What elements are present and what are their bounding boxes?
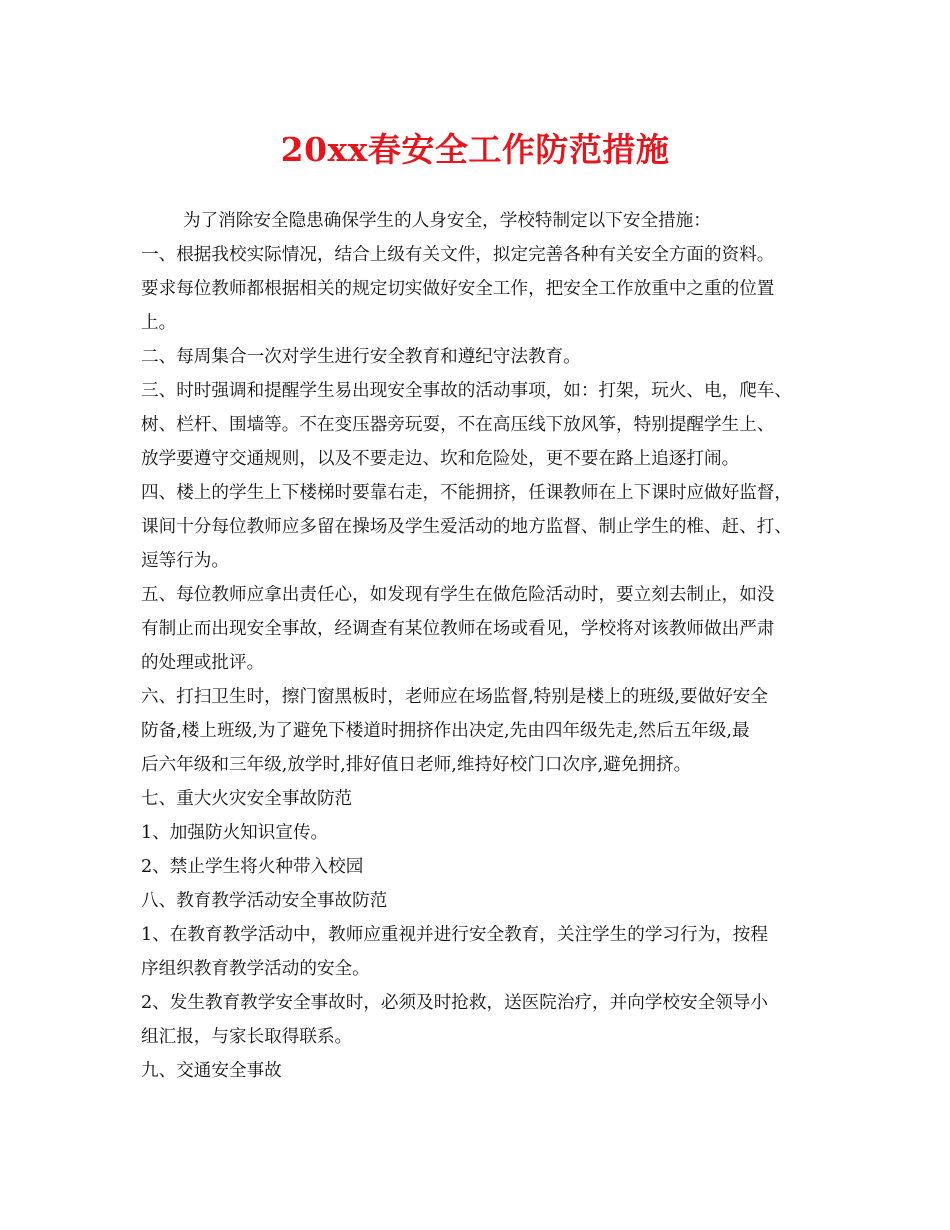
paragraph-line: 一、根据我校实际情况，结合上级有关文件，拟定完善各种有关安全方面的资料。 bbox=[141, 245, 775, 265]
paragraph-line: 课间十分每位教师应多留在操场及学生爱活动的地方监督、制止学生的椎、赶、打、 bbox=[141, 517, 792, 537]
paragraph-line: 2、发生教育教学安全事故时，必须及时抢救，送医院治疗，并向学校安全领导小 bbox=[141, 993, 768, 1013]
paragraph-line: 要求每位教师都根据相关的规定切实做好安全工作，把安全工作放重中之重的位置 bbox=[141, 279, 775, 299]
paragraph-line: 组汇报，与家长取得联系。 bbox=[141, 1027, 353, 1047]
paragraph-line: 五、每位教师应拿出责任心，如发现有学生在做危险活动时，要立刻去制止，如没 bbox=[141, 585, 775, 605]
paragraph-line: 防备,楼上班级,为了避免下楼道时拥挤作出决定,先由四年级先走,然后五年级,最 bbox=[141, 721, 750, 741]
section-heading: 七、重大火灾安全事故防范 bbox=[141, 789, 353, 809]
paragraph-line: 序组织教育教学活动的安全。 bbox=[141, 959, 370, 979]
paragraph-line: 二、每周集合一次对学生进行安全教育和遵纪守法教育。 bbox=[141, 347, 581, 367]
section-heading: 八、教育教学活动安全事故防范 bbox=[141, 891, 388, 911]
intro-paragraph-line: 为了消除安全隐患确保学生的人身安全，学校特制定以下安全措施： bbox=[183, 211, 711, 231]
paragraph-line: 四、楼上的学生上下楼梯时要靠右走，不能拥挤，任课教师在上下课时应做好监督， bbox=[141, 483, 792, 503]
paragraph-line: 的处理或批评。 bbox=[141, 653, 265, 673]
section-heading: 九、交通安全事故 bbox=[141, 1061, 282, 1081]
paragraph-line: 放学要遵守交通规则，以及不要走边、坎和危险处，更不要在路上追逐打闹。 bbox=[141, 449, 740, 469]
document-title: 20xx春安全工作防范措施 bbox=[280, 130, 670, 169]
paragraph-line: 后六年级和三年级,放学时,排好值日老师,维持好校门口次序,避免拥挤。 bbox=[141, 755, 692, 775]
paragraph-line: 树、栏杆、围墙等。不在变压器旁玩耍，不在高压线下放风筝，特别提醒学生上、 bbox=[141, 415, 775, 435]
paragraph-line: 有制止而出现安全事故，经调查有某位教师在场或看见，学校将对该教师做出严肃 bbox=[141, 619, 775, 639]
paragraph-line: 1、在教育教学活动中，教师应重视并进行安全教育，关注学生的学习行为，按程 bbox=[141, 925, 768, 945]
paragraph-line: 三、时时强调和提醒学生易出现安全事故的活动事项，如：打架，玩火、电，爬车、 bbox=[141, 381, 792, 401]
paragraph-line: 逗等行为。 bbox=[141, 551, 229, 571]
paragraph-line: 1、加强防火知识宣传。 bbox=[141, 823, 329, 843]
paragraph-line: 上。 bbox=[141, 313, 177, 333]
paragraph-line: 六、打扫卫生时，擦门窗黑板时，老师应在场监督,特别是楼上的班级,要做好安全 bbox=[141, 687, 768, 707]
document-body bbox=[141, 204, 831, 1088]
paragraph-line: 2、禁止学生将火种带入校园 bbox=[141, 857, 364, 877]
